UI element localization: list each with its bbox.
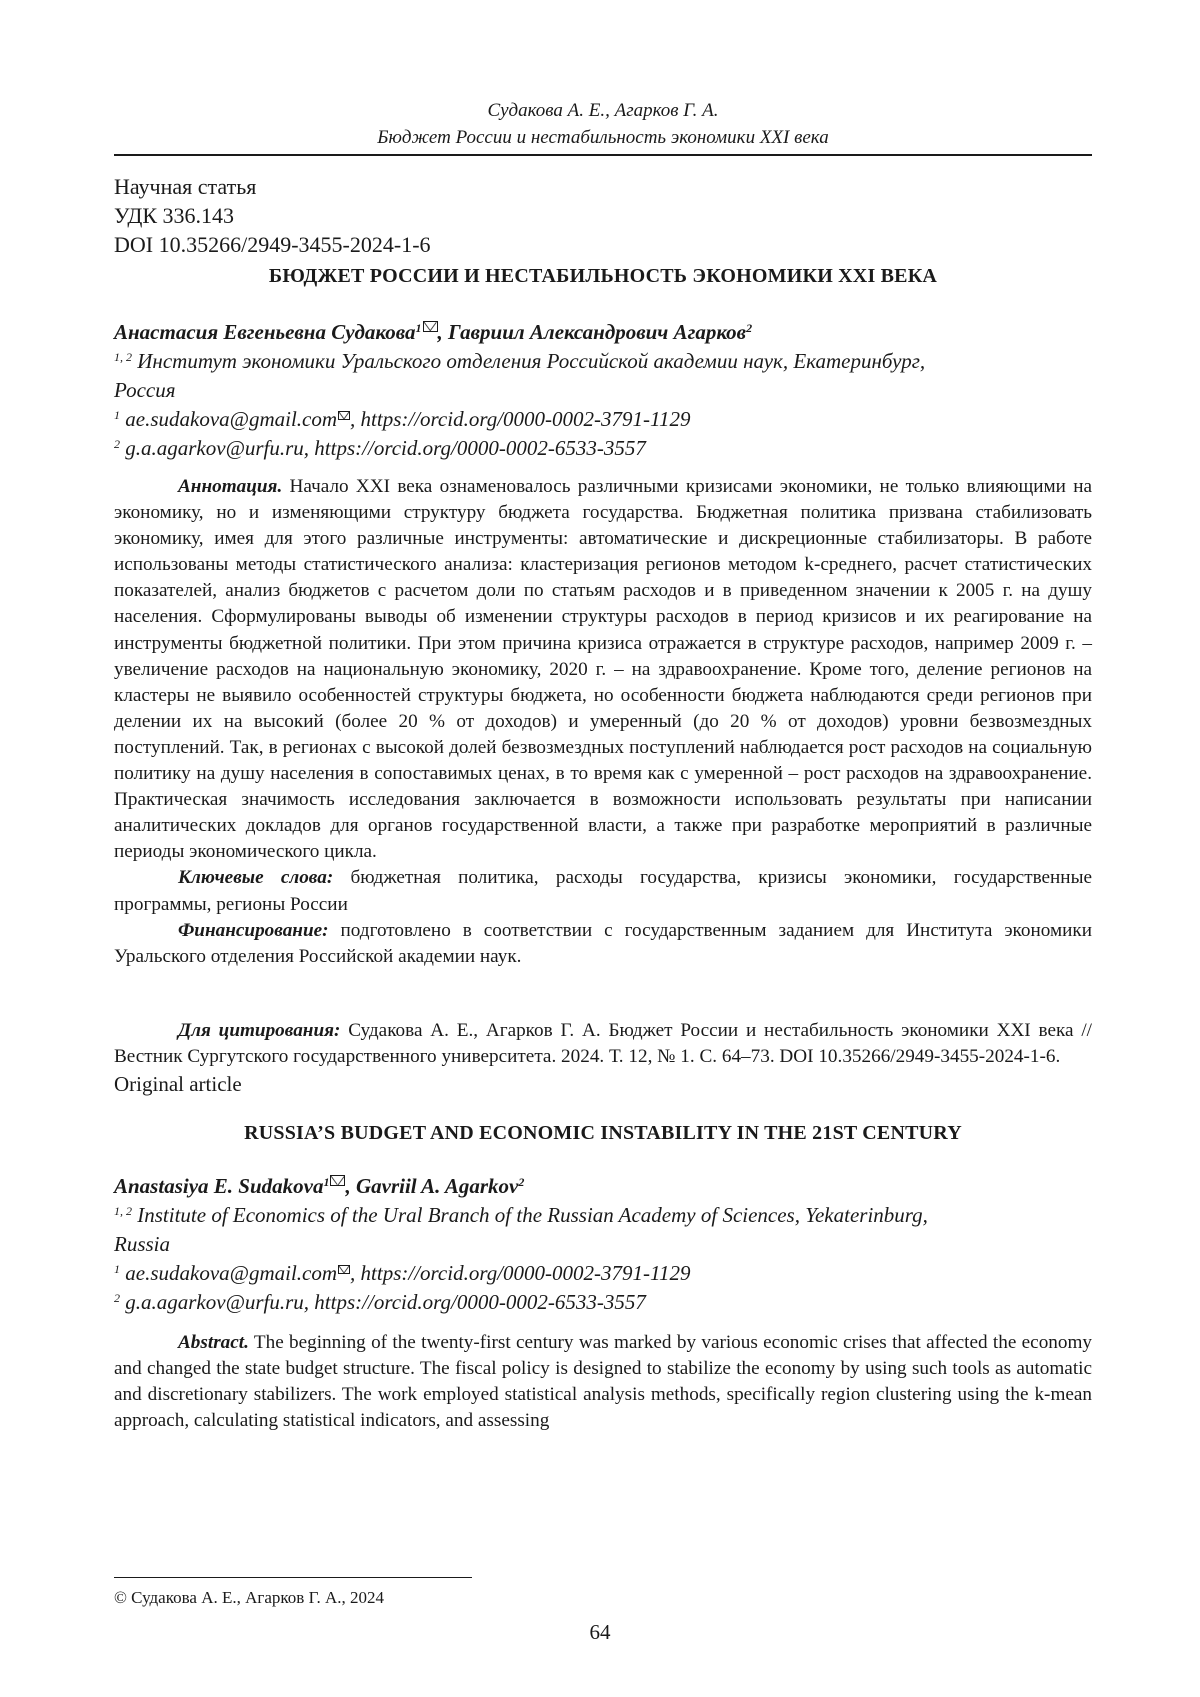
affiliation-index: 1, 2 [114, 1204, 132, 1218]
abstract-label: Аннотация. [178, 476, 282, 497]
author-names-en [114, 1172, 1092, 1201]
affiliation-country: Россия [114, 376, 1092, 405]
envelope-icon [338, 1265, 350, 1274]
affiliation-en [114, 1201, 1092, 1230]
udk-code: УДК 336.143 [114, 201, 431, 230]
citation-block [114, 1018, 1092, 1070]
abstract-section-en [114, 1330, 1092, 1434]
abstract-label: Abstract. [178, 1332, 249, 1353]
copyright-notice: © Судакова А. Е., Агарков Г. А., 2024 [114, 1587, 384, 1609]
citation-ru [114, 1018, 1092, 1070]
article-type-en: Original article [114, 1070, 242, 1098]
keywords-text: бюджетная политика, расходы государства, кризисы экономики, государственные программы, регионы России [114, 867, 1092, 914]
email-link[interactable]: ae.sudakova@gmail.com [125, 1261, 337, 1285]
author-separator: , [438, 320, 449, 344]
contact-index: 1 [114, 408, 120, 422]
contact-line-1 [114, 405, 1092, 434]
doi: DOI 10.35266/2949-3455-2024-1-6 [114, 230, 431, 259]
affiliation-index: 1, 2 [114, 350, 132, 364]
article-title-en: RUSSIA’S BUDGET AND ECONOMIC INSTABILITY IN THE 21ST CENTURY [114, 1120, 1092, 1146]
affiliation-text: Institute of Economics of the Ural Branch of the Russian Academy of Sciences, Yekaterinburg, [137, 1203, 928, 1227]
contact-line-2 [114, 434, 1092, 463]
author-name: Gavriil A. Agarkov [356, 1174, 518, 1198]
author-name: Anastasiya E. Sudakova [114, 1174, 323, 1198]
abstract-section-ru [114, 474, 1092, 970]
abstract-text: The beginning of the twenty-first century was marked by various economic crises that affected the economy and changed the state budget structure. The fiscal policy is designed to stabilize the economy by using such tools as automatic and discretionary stabilizers. The work employed statistical analysis methods, specifically region clustering using the k-mean approach, calculating statistical indicators, and assessing [114, 1332, 1092, 1431]
affiliation-text: Институт экономики Уральского отделения Российской академии наук, Екатеринбург, [137, 349, 925, 373]
email-orcid-link[interactable]: g.a.agarkov@urfu.ru, https://orcid.org/0000-0002-6533-3557 [125, 1290, 646, 1314]
keywords-label: Ключевые слова: [178, 867, 333, 888]
contact-index: 2 [114, 1291, 120, 1305]
author-names-ru [114, 318, 1092, 347]
abstract-ru [114, 474, 1092, 865]
article-meta [114, 172, 431, 259]
running-head-title: Бюджет России и нестабильность экономики XXI века [114, 124, 1092, 151]
running-head [114, 97, 1092, 151]
author-index: 1 [416, 321, 422, 335]
footnote-divider [114, 1577, 472, 1578]
envelope-icon [330, 1175, 345, 1186]
funding-text: подготовлено в соответствии с государственным заданием для Института экономики Уральского отделения Российской академии наук. [114, 920, 1092, 967]
abstract-text: Начало XXI века ознаменовалось различными кризисами экономики, не только влияющими на экономику, но и изменяющими структуру бюджета государства. Бюджетная политика призвана стабилизовать экономику, имея для этого различные инструменты: автоматические и дискреционные стабилизаторы. В работе использованы методы статистического анализа: кластеризация регионов методом k-среднего, расчет статистических показателей, анализ бюджетов с расчетом доли по статьям расходов и в приведенном значении к 2005 г. на душу населения. Сформулированы выводы об изменении структуры расходов в период кризисов и их реагирование на инструменты бюджетной политики. При этом причина кризиса отражается в структуре расходов, например 2009 г. – увеличение расходов на национальную экономику, 2020 г. – на здравоохранение. Кроме того, деление регионов на кластеры не выявило особенностей структуры бюджета, но особенности бюджета наблюдаются среди регионов при делении их на высокий (более 20 % от доходов) и умеренный (до 20 % от доходов) уровни безвозмездных поступлений. Так, в регионах с высокой долей безвозмездных поступлений наблюдается рост расходов на социальную политику на душу населения в сопоставимых ценах, в то время как с умеренной – рост расходов на здравоохранение. Практическая значимость исследования заключается в возможности использовать результаты при написании аналитических докладов для органов государственной власти, а также при разработке мероприятий в различные периоды экономического цикла. [114, 476, 1092, 862]
authors-block-ru [114, 318, 1092, 463]
journal-page [0, 0, 1200, 1697]
email-orcid-link[interactable]: g.a.agarkov@urfu.ru, https://orcid.org/0000-0002-6533-3557 [125, 436, 646, 460]
author-index: 2 [746, 321, 752, 335]
header-divider [114, 154, 1092, 156]
envelope-icon [338, 411, 350, 420]
author-index: 1 [323, 1175, 329, 1189]
author-name: Анастасия Евгеньевна Судакова [114, 320, 416, 344]
contact-index: 2 [114, 437, 120, 451]
author-separator: , [345, 1174, 356, 1198]
envelope-icon [423, 321, 438, 332]
author-index: 2 [518, 1175, 524, 1189]
contact-line-2 [114, 1288, 1092, 1317]
page-number: 64 [0, 1618, 1200, 1646]
author-name: Гавриил Александрович Агарков [448, 320, 746, 344]
orcid-link[interactable]: , https://orcid.org/0000-0002-3791-1129 [350, 1261, 690, 1285]
affiliation-country: Russia [114, 1230, 1092, 1259]
running-head-authors: Судакова А. Е., Агарков Г. А. [114, 97, 1092, 124]
contact-line-1 [114, 1259, 1092, 1288]
funding-label: Финансирование: [178, 920, 329, 941]
abstract-en [114, 1330, 1092, 1434]
citation-label: Для цитирования: [178, 1020, 340, 1041]
orcid-link[interactable]: , https://orcid.org/0000-0002-3791-1129 [350, 407, 690, 431]
citation-text: Судакова А. Е., Агарков Г. А. Бюджет России и нестабильность экономики XXI века // Вестник Сургутского государственного университета. 2024. Т. 12, № 1. С. 64–73. DOI 10.35266/2949-3455-2024-1-6. [114, 1020, 1092, 1067]
keywords-ru [114, 865, 1092, 917]
affiliation-ru [114, 347, 1092, 376]
funding-ru [114, 918, 1092, 970]
article-type: Научная статья [114, 172, 431, 201]
article-title-ru: БЮДЖЕТ РОССИИ И НЕСТАБИЛЬНОСТЬ ЭКОНОМИКИ XXI ВЕКА [114, 263, 1092, 289]
authors-block-en [114, 1172, 1092, 1317]
contact-index: 1 [114, 1262, 120, 1276]
email-link[interactable]: ae.sudakova@gmail.com [125, 407, 337, 431]
